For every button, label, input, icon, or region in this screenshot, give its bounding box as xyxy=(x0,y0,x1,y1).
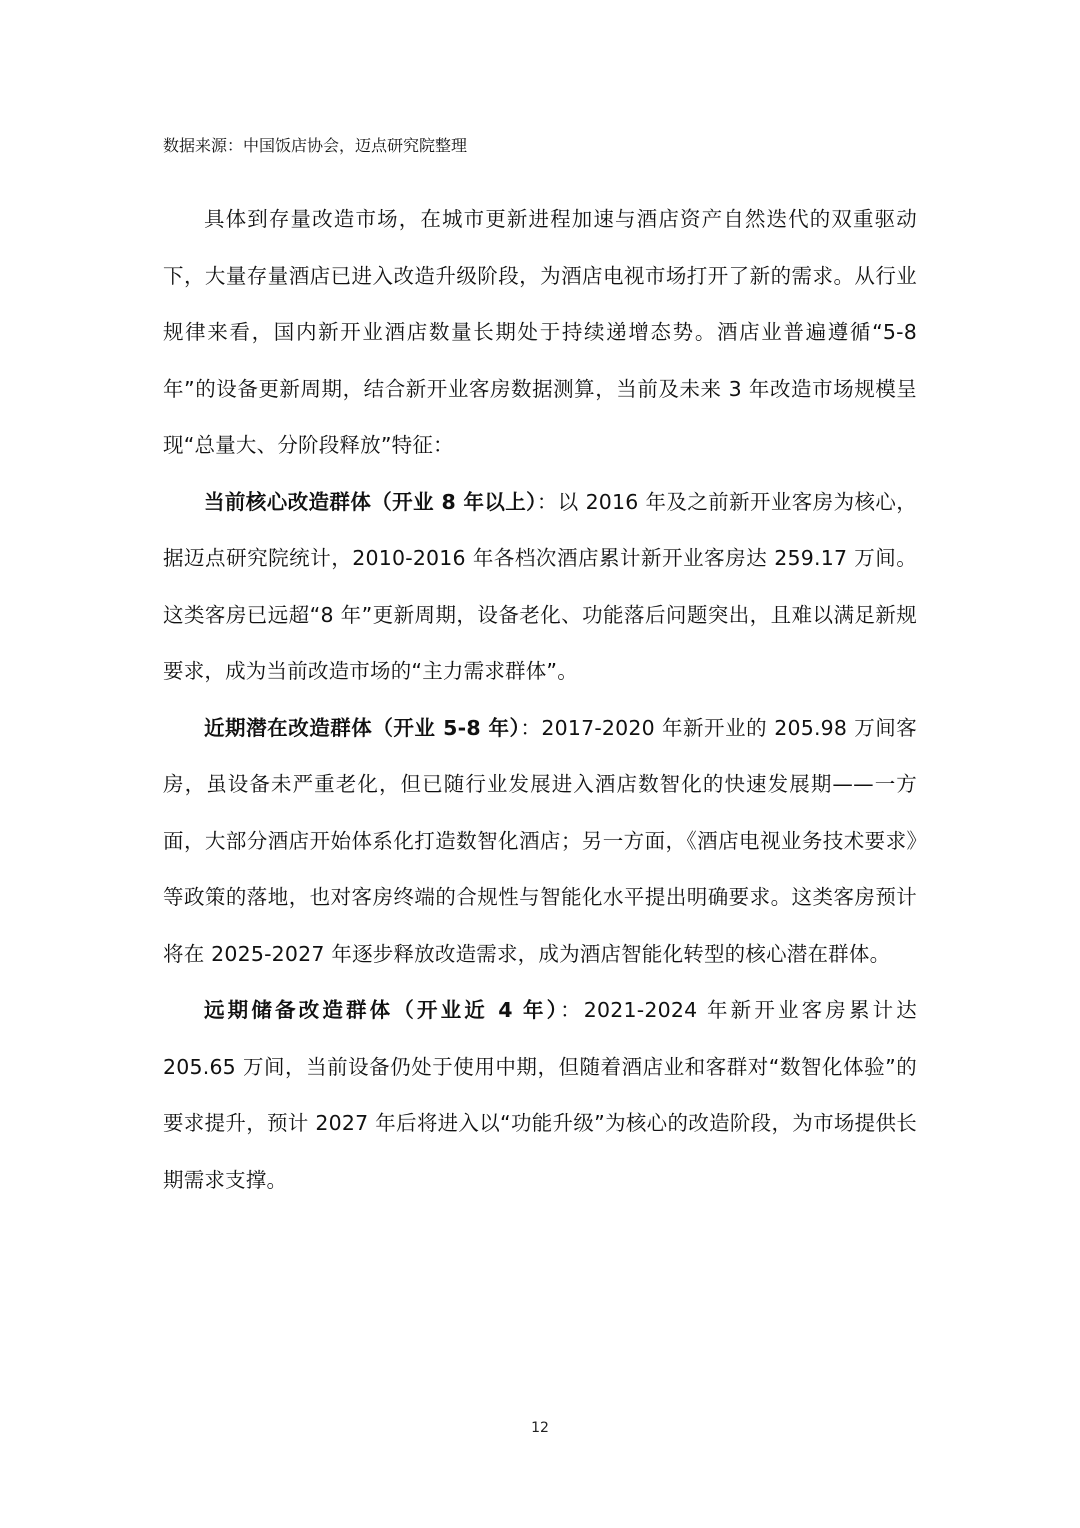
paragraph-heading: 远期储备改造群体（开业近 4 年） xyxy=(204,998,561,1022)
paragraph-text: ：2021-2024 年新开业客房累计达 205.65 万间，当前设备仍处于使用中期，但随着酒店业和客群对“数智化体验”的要求提升，预计 2027 年后将进入以“功能升级”为核心的改造阶段，为市场提供长期需求支撑。 xyxy=(163,998,917,1192)
paragraph-long-term-group xyxy=(163,982,917,1208)
paragraph-current-core-group xyxy=(163,474,917,700)
paragraph-text: ：2017-2020 年新开业的 205.98 万间客房，虽设备未严重老化，但已随行业发展进入酒店数智化的快速发展期——一方面，大部分酒店开始体系化打造数智化酒店；另一方面，《酒店电视业务技术要求》等政策的落地，也对客房终端的合规性与智能化水平提出明确要求。这类客房预计将在 2025-2027 年逐步释放改造需求，成为酒店智能化转型的核心潜在群体。 xyxy=(163,715,917,966)
paragraph-market-overview xyxy=(163,191,917,474)
paragraph-heading: 近期潜在改造群体（开业 5-8 年） xyxy=(204,715,521,740)
body-content xyxy=(163,191,917,1208)
paragraph-heading: 当前核心改造群体（开业 8 年以上） xyxy=(204,489,537,514)
paragraph-near-term-group xyxy=(163,700,917,983)
paragraph-text: ：以 2016 年及之前新开业客房为核心，据迈点研究院统计，2010-2016 年各档次酒店累计新开业客房达 259.17 万间。这类客房已远超“8 年”更新周期，设备老化、功能落后问题突出，且难以满足新规要求，成为当前改造市场的“主力需求群体”。 xyxy=(163,489,917,683)
paragraph-text: 具体到存量改造市场，在城市更新进程加速与酒店资产自然迭代的双重驱动下，大量存量酒店已进入改造升级阶段，为酒店电视市场打开了新的需求。从行业规律来看，国内新开业酒店数量长期处于持续递增态势。酒店业普遍遵循“5-8年”的设备更新周期，结合新开业客房数据测算，当前及未来 3 年改造市场规模呈现“总量大、分阶段释放”特征： xyxy=(163,207,917,457)
data-source-note: 数据来源：中国饭店协会，迈点研究院整理 xyxy=(163,136,468,155)
page-number: 12 xyxy=(531,1420,549,1436)
